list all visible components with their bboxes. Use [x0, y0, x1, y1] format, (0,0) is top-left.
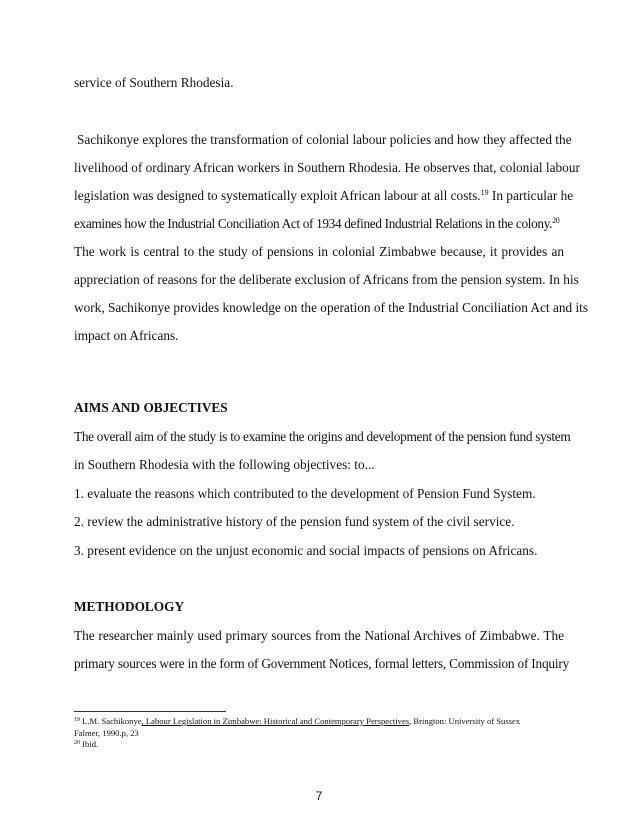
body-line: service of Southern Rhodesia.: [74, 75, 234, 90]
section-heading-aims: AIMS AND OBJECTIVES: [74, 400, 228, 415]
footnote-author: L.M. Sachikonye: [80, 716, 142, 726]
page-number: 7: [315, 789, 323, 803]
body-line: impact on Africans.: [74, 328, 179, 343]
objective-item: 1. evaluate the reasons which contributed to the development of Pension Fund System.: [74, 486, 536, 501]
footnote-19: [74, 716, 566, 727]
footnote-publisher: , Brington: University of Sussex: [409, 716, 521, 726]
footnote-number: 20: [74, 740, 80, 746]
section-heading-methodology: METHODOLOGY: [74, 599, 185, 614]
body-line: appreciation of reasons for the deliberate exclusion of Africans from the pension system. In his: [74, 272, 579, 287]
objective-item: 2. review the administrative history of the pension fund system of the civil service.: [74, 514, 515, 529]
body-line: [74, 216, 564, 232]
footnote-ref-19[interactable]: 19: [480, 188, 489, 197]
body-line: The overall aim of the study is to examine the origins and development of the pension fund system: [74, 429, 571, 444]
body-line: The work is central to the study of pensions in colonial Zimbabwe because, it provides an: [74, 244, 564, 259]
body-line: primary sources were in the form of Government Notices, formal letters, Commission of Inquiry: [74, 656, 570, 671]
footnote-19-continued: Falmer, 1990.p, 23: [74, 728, 139, 738]
objective-item: 3. present evidence on the unjust economic and social impacts of pensions on Africans.: [74, 543, 538, 558]
body-line: work, Sachikonye provides knowledge on the operation of the Industrial Conciliation Act and its: [74, 300, 589, 315]
body-line: The researcher mainly used primary sources from the National Archives of Zimbabwe. The: [74, 628, 564, 643]
body-line: [74, 188, 574, 204]
body-line: Sachikonye explores the transformation of colonial labour policies and how they affected the: [77, 132, 572, 147]
body-line: livelihood of ordinary African workers in Southern Rhodesia. He observes that, colonial labour: [74, 160, 580, 175]
body-text: examines how the Industrial Conciliation Act of 1934 defined Industrial Relations in the colony.: [74, 216, 553, 231]
footnote-title: , Labour Legislation in Zimbabwe: Historical and Contemporary Perspectives: [141, 716, 410, 726]
body-text: legislation was designed to systematically exploit African labour at all costs.: [74, 188, 481, 203]
footnote-number: 19: [74, 717, 80, 723]
footnote-text: Ibid.: [80, 739, 99, 749]
footnote-20: [74, 739, 566, 750]
footnote-separator: [74, 711, 226, 712]
body-line: in Southern Rhodesia with the following objectives: to...: [74, 457, 375, 472]
body-text: In particular he: [488, 188, 574, 203]
footnote-ref-20[interactable]: 20: [552, 216, 560, 225]
